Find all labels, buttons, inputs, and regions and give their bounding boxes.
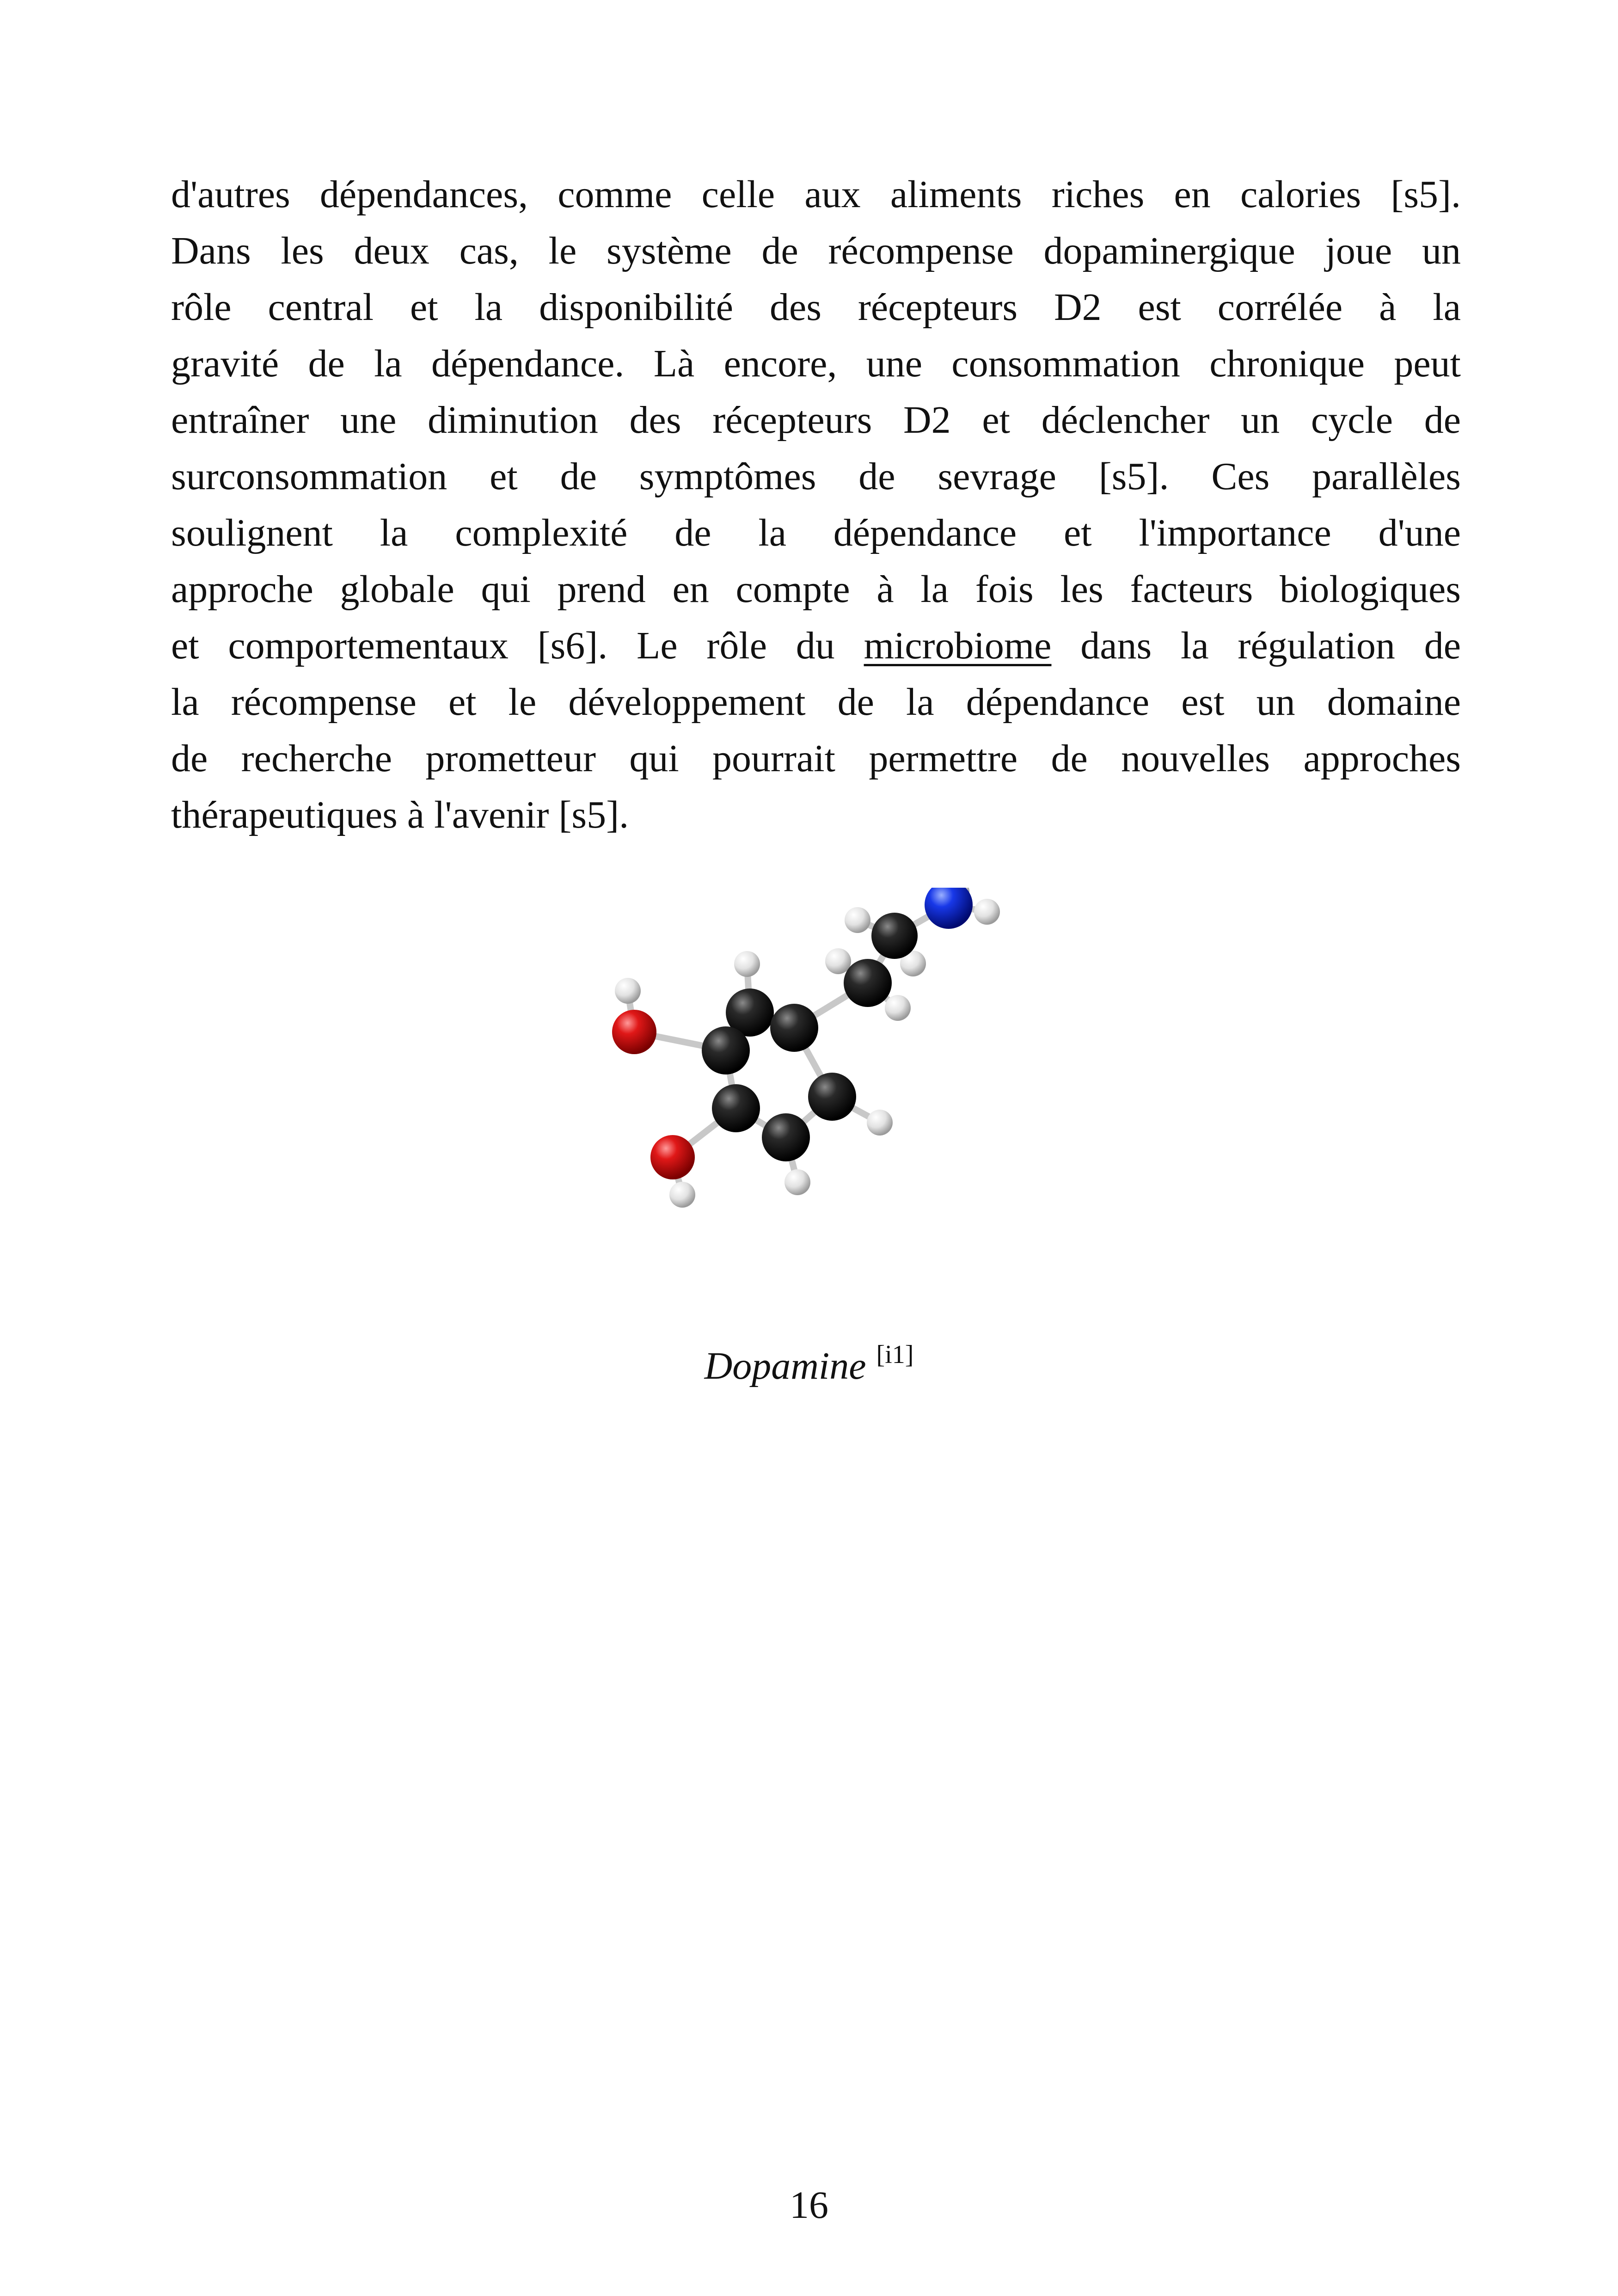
figure-caption bbox=[0, 1332, 1618, 1389]
body-paragraph bbox=[171, 166, 1461, 843]
paragraph-line: gravité de la dépendance. Là encore, une consommation chronique peut bbox=[171, 342, 1461, 385]
line-text-after-link: dans la régulation de bbox=[1051, 624, 1461, 667]
paragraph-line: surconsommation et de symptômes de sevrage [s5]. Ces parallèles bbox=[171, 455, 1461, 498]
paragraph-line: entraîner une diminution des récepteurs D2 et déclencher un cycle de bbox=[171, 399, 1461, 442]
paragraph-line-with-link bbox=[171, 618, 1461, 674]
microbiome-link[interactable]: microbiome bbox=[864, 624, 1052, 667]
page-number: 16 bbox=[790, 2184, 828, 2227]
carbon-atom bbox=[762, 1113, 810, 1161]
carbon-atom bbox=[871, 913, 918, 959]
heavy-atoms bbox=[612, 888, 973, 1179]
paragraph-line: Dans les deux cas, le système de récompense dopaminergique joue un bbox=[171, 229, 1461, 272]
dopamine-molecule-figure bbox=[601, 888, 1040, 1285]
nitrogen-atom bbox=[925, 888, 973, 929]
line-text-before-link: et comportementaux [s6]. Le rôle du bbox=[171, 624, 864, 667]
molecule-model-image bbox=[601, 888, 1040, 1285]
carbon-atom bbox=[712, 1084, 760, 1132]
carbon-atom bbox=[844, 959, 892, 1007]
paragraph-line: thérapeutiques à l'avenir [s5]. bbox=[171, 793, 629, 836]
paragraph-line: la récompense et le développement de la dépendance est un domaine bbox=[171, 681, 1461, 724]
carbon-atom bbox=[702, 1026, 750, 1074]
paragraph-line: d'autres dépendances, comme celle aux aliments riches en calories [s5]. bbox=[171, 173, 1461, 216]
carbon-atom bbox=[808, 1073, 856, 1121]
paragraph-line: rôle central et la disponibilité des récepteurs D2 est corrélée à la bbox=[171, 286, 1461, 329]
paragraph-line: soulignent la complexité de la dépendance et l'importance d'une bbox=[171, 511, 1461, 554]
carbon-atom bbox=[770, 1004, 818, 1052]
caption-reference: [i1] bbox=[876, 1340, 914, 1369]
oxygen-atom bbox=[612, 1010, 656, 1054]
caption-title: Dopamine bbox=[704, 1344, 866, 1387]
paragraph-line: de recherche prometteur qui pourrait permettre de nouvelles approches bbox=[171, 737, 1461, 780]
paragraph-line: approche globale qui prend en compte à la fois les facteurs biologiques bbox=[171, 568, 1461, 611]
oxygen-atom bbox=[650, 1135, 695, 1179]
